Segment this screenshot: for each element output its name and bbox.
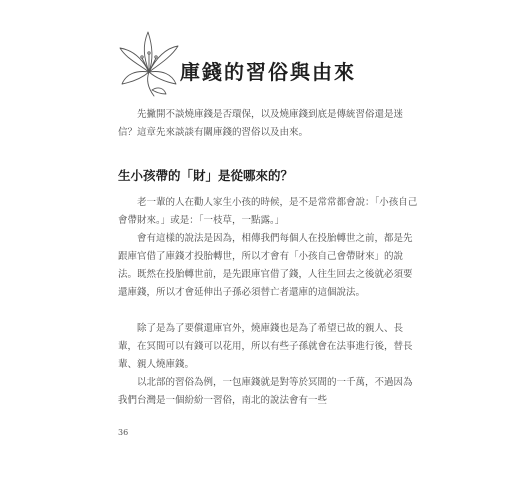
body-paragraph: 會有這樣的說法是因為，相傳我們每個人在投胎轉世之前，都是先跟庫官借了庫錢才投胎轉世，所以才會有「小孩自己會帶財來」的說法。既然在投胎轉世前，是先跟庫官借了錢，人往生回去之後就必須要還庫錢，所以才會延伸出子孫必須替亡者還庫的這個說法。 <box>118 233 413 298</box>
body-paragraph: 除了是為了要償還庫官外，燒庫錢也是為了希望已故的親人、長輩，在冥間可以有錢可以花用，所以有些子孫就會在法事進行後，替長輩、親人燒庫錢。 <box>118 323 413 370</box>
body-paragraph: 老一輩的人在勸人家生小孩的時候，是不是常常都會說：「小孩自己會帶財來。」或是：「一枝草，一點露。」 <box>118 197 418 226</box>
section-heading: 生小孩帶的「財」是從哪來的？ <box>118 168 294 183</box>
intro-paragraph: 先撇開不談燒庫錢是否環保，以及燒庫錢到底是傳統習俗還是迷信？這章先來談談有關庫錢的習俗以及由來。 <box>118 109 404 138</box>
page-number: 36 <box>118 428 129 437</box>
chapter-title: 庫錢的習俗與由來 <box>180 60 356 84</box>
body-paragraph: 以北部的習俗為例，一包庫錢就是對等於冥間的一千萬，不過因為我們台灣是一個紛紛一習俗，南北的說法會有一些 <box>118 377 413 406</box>
lily-flower-icon <box>118 28 180 102</box>
